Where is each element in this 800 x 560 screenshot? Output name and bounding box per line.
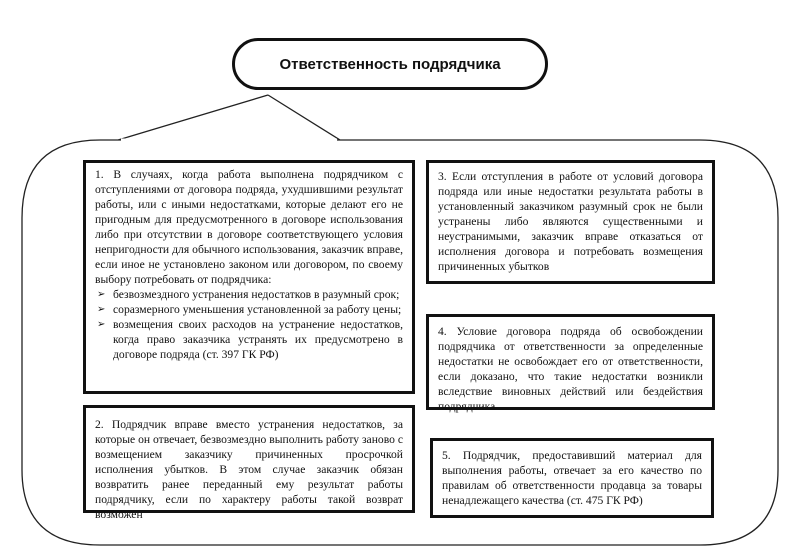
rule-3-text: 3. Если отступления в работе от условий договора подряда или иные недостатки результата работы в установленный заказчиком разумный срок не были устранены либо являются существенными и неустранимыми, заказчик вправе отказаться от исполнения договора и потребовать возмещения причиненных убытков: [438, 170, 703, 273]
list-item: ➢ возмещения своих расходов на устранение недостатков, когда право заказчика устранять их предусмотрено в договоре подряда (ст. 397 ГК РФ): [97, 318, 403, 361]
rule-box-1: [83, 160, 415, 394]
rule-1-intro: 1. В случаях, когда работа выполнена подрядчиком с отступлениями от договора подряда, ухудшившими результат работы, или с иными недостатками, которые делают его не пригодным для предусмотренного в договоре использования либо при отсутствии в договоре соответствующего условия непригодности для обычного использования, заказчик вправе, если иное не установлено законом или договором, по своему выбору потребовать от подрядчика:: [95, 168, 403, 286]
list-item: ➢ безвозмездного устранения недостатков в разумный срок;: [97, 288, 400, 301]
list-item: ➢ соразмерного уменьшения установленной за работу цены;: [97, 303, 402, 316]
arrowhead-bullet-icon: ➢: [97, 304, 106, 315]
arrowhead-bullet-icon: ➢: [97, 319, 106, 330]
diagram-title: [232, 38, 548, 90]
title-text: Ответственность подрядчика: [279, 55, 501, 73]
arrowhead-bullet-icon: ➢: [97, 289, 106, 300]
rule-5-text: 5. Подрядчик, предоставивший материал для выполнения работы, отвечает за его качество по правилам об ответственности продавца за товары ненадлежащего качества (ст. 475 ГК РФ): [442, 449, 702, 507]
rule-box-5: [430, 438, 714, 518]
rule-box-4: [426, 314, 715, 413]
rule-box-3: [426, 160, 715, 284]
rule-2-text: 2. Подрядчик вправе вместо устранения недостатков, за которые он отвечает, безвозмездно выполнить работу заново с возмещением заказчику причиненных просрочкой исполнения убытков. В этом случае заказчик обязан возвратить ранее переданный ему результат работы подрядчику, если по характеру работы такой возврат возможен: [95, 418, 403, 521]
rule-box-2: [83, 405, 415, 521]
remedy-list: [95, 287, 403, 362]
rule-4-text: 4. Условие договора подряда об освобождении подрядчика от ответственности за определенные недостатки не освобождает его от ответственности, если доказано, что такие недостатки возникли вследствие виновных действий или бездействия подрядчика: [438, 325, 703, 413]
